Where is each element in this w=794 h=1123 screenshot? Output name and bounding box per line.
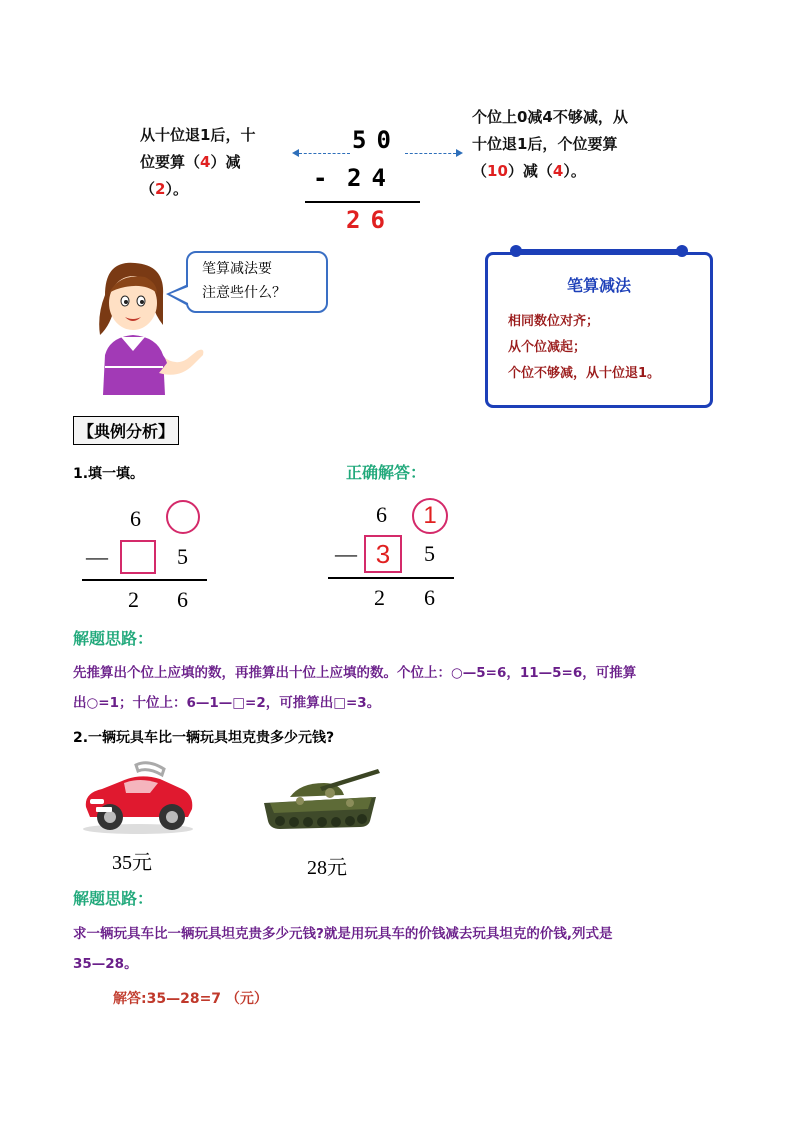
- q1-answer-top-digit: 6: [376, 502, 387, 527]
- q1-answer-minus: —: [335, 541, 357, 566]
- car-price: 35元: [112, 852, 152, 874]
- rule-item-3: 个位不够减，从十位退1。: [508, 366, 661, 381]
- q1-answer-title: 正确解答：: [346, 463, 427, 482]
- rule-card: [485, 252, 713, 408]
- q2-title: 2.一辆玩具车比一辆玩具坦克贵多少元钱?: [73, 730, 335, 746]
- minuend: 50: [352, 126, 401, 154]
- bubble-line2: 注意些什么？: [202, 285, 286, 301]
- q1-answer-result-tens: 2: [374, 585, 385, 610]
- q2-analysis-title: 解题思路：: [73, 889, 154, 908]
- q1-analysis-title: 解题思路：: [73, 629, 154, 648]
- tank-price: 28元: [307, 857, 347, 879]
- bubble-line1: 笔算减法要: [202, 261, 272, 277]
- q1-answer-line: [328, 577, 454, 579]
- q1-answer-box-value: 3: [375, 539, 391, 569]
- result-line: [305, 201, 420, 203]
- minus-sign: -: [313, 164, 338, 192]
- right-note: 个位上0减4不够减，从 十位退1后，个位要算 （10）减（4）。: [472, 108, 628, 180]
- q2-answer: 解答:35—28=7 （元）: [113, 991, 268, 1007]
- right-note-answer-4: 4: [552, 162, 564, 180]
- q1-answer-result-ones: 6: [424, 585, 435, 610]
- q1-problem-top-digit: 6: [130, 506, 141, 531]
- q1-answer-circle-value: 1: [423, 502, 437, 529]
- arrow-head-right-icon: [456, 149, 463, 157]
- q1-answer-circle: [412, 498, 448, 534]
- q1-title: 1.填一填。: [73, 466, 145, 482]
- left-note-line1: 从十位退1后，十: [140, 126, 256, 144]
- q2-analysis-text: 求一辆玩具车比一辆玩具坦克贵多少元钱?就是用玩具车的价钱减去玩具坦克的价钱,列式是 35—28。: [73, 926, 613, 972]
- q1-problem-result-ones: 6: [177, 587, 188, 612]
- q1-problem-circle-blank: [166, 500, 200, 534]
- arrow-head-left-icon: [292, 149, 299, 157]
- q1-problem-line: [82, 579, 207, 581]
- rule-item-2: 从个位减起；: [508, 340, 587, 355]
- left-dashed-arrow: [292, 148, 350, 158]
- section-label: 【典例分析】: [73, 416, 179, 445]
- left-note-answer-4: 4: [200, 153, 211, 171]
- right-note-answer-10: 10: [487, 162, 508, 180]
- left-note: 从十位退1后，十 位要算（4）减 （2）。: [140, 122, 290, 203]
- q1-problem-box-blank: [120, 540, 156, 574]
- q1-problem-result-tens: 2: [128, 587, 139, 612]
- toy-car-image: [78, 755, 198, 835]
- result: 26: [346, 206, 395, 234]
- q1-analysis-text: 先推算出个位上应填的数，再推算出十位上应填的数。个位上：○—5=6，11—5=6，可推算 出○=1；十位上：6—1—□=2，可推算出□=3。: [73, 665, 637, 711]
- q1-problem-ones-digit: 5: [177, 544, 188, 569]
- rule-item-1: 相同数位对齐；: [508, 314, 600, 329]
- toy-tank-image: [260, 757, 380, 835]
- right-dashed-arrow: [405, 148, 463, 158]
- q1-problem-minus: —: [86, 544, 108, 569]
- speech-bubble: [186, 251, 328, 313]
- q1-answer-ones-digit: 5: [424, 541, 435, 566]
- q1-answer-box: [364, 535, 402, 573]
- left-note-answer-2: 2: [155, 180, 166, 198]
- subtrahend: 24: [347, 164, 396, 192]
- rule-card-title: 笔算减法: [566, 276, 631, 295]
